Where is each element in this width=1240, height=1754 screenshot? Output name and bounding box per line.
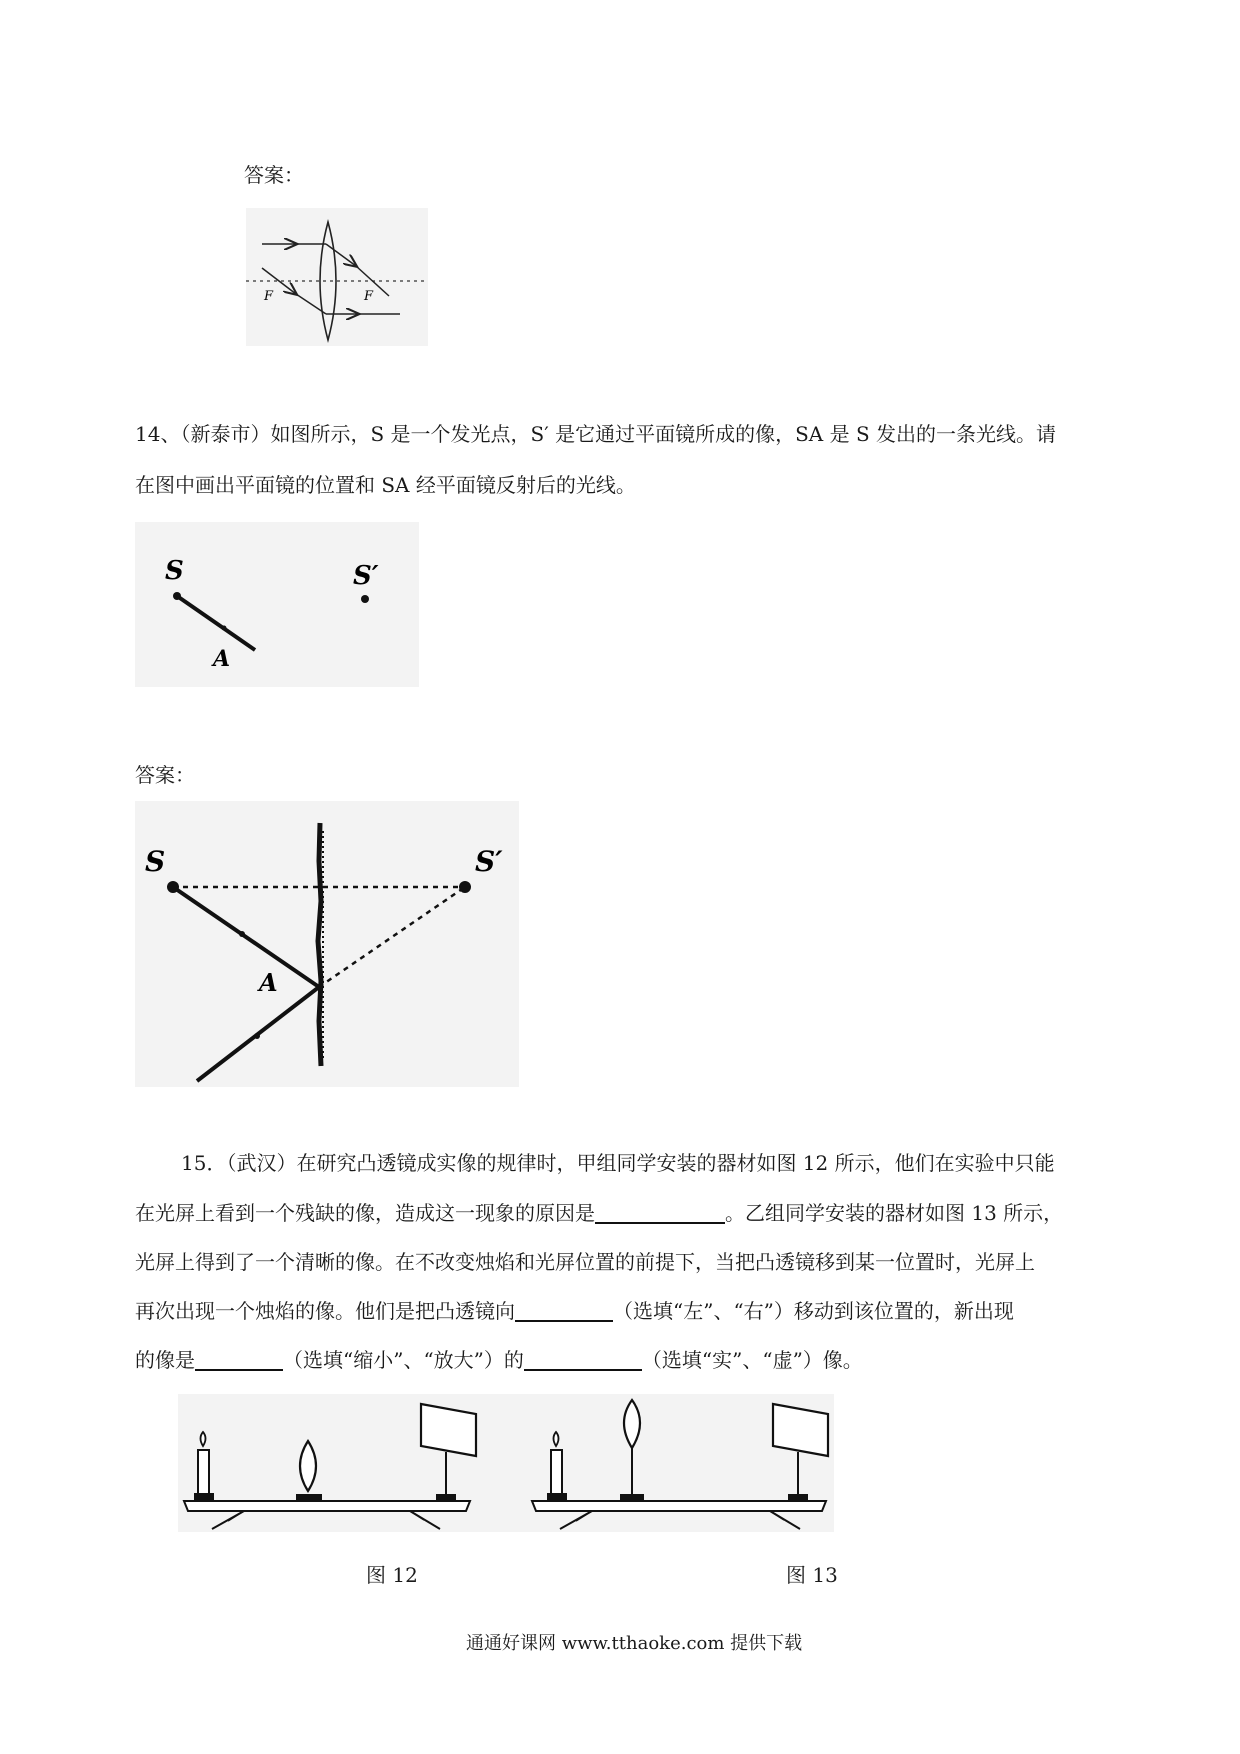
blank-direction[interactable] [515, 1300, 613, 1322]
focal-point-right: F [364, 289, 374, 304]
figure-12-caption: 图 12 [366, 1563, 418, 1587]
q15-line-1: 15．（武汉）在研究凸透镜成实像的规律时，甲组同学安装的器材如图 12 所示，他们在实验中只能 [181, 1151, 1055, 1175]
figure-13-bench [532, 1400, 828, 1529]
dashed-extension [319, 887, 465, 987]
answer-label-a: A [259, 968, 278, 997]
label-a: A [213, 646, 231, 672]
page-footer: 通通好课网 www.tthaoke.com 提供下载 [466, 1633, 803, 1654]
ray-sa [177, 596, 255, 650]
q14-answer-figure [135, 801, 519, 1087]
q15-line-5: 的像是 （选填“缩小”、“放大”）的 （选填“实”、“虚”）像。 [135, 1348, 863, 1372]
label-s-prime: S′ [353, 561, 379, 591]
q13-lens-figure [246, 208, 428, 346]
blank-real-virtual[interactable] [524, 1349, 642, 1371]
q15-line-4: 再次出现一个烛焰的像。他们是把凸透镜向 （选填“左”、“右”）移动到该位置的，新出现 [135, 1299, 1014, 1323]
blank-size[interactable] [195, 1349, 283, 1371]
q14-text-line-2: 在图中画出平面镜的位置和 SA 经平面镜反射后的光线。 [135, 473, 636, 497]
q13-answer-label: 答案： [244, 163, 304, 187]
figure-12-bench [184, 1404, 476, 1529]
convex-lens [320, 222, 336, 340]
focal-point-left: F [264, 289, 274, 304]
answer-label-s: S [145, 845, 166, 878]
plane-mirror [318, 823, 321, 1066]
figure-13-caption: 图 13 [786, 1563, 838, 1587]
q14-text-line-1: 14、（新泰市）如图所示，S 是一个发光点，S′ 是它通过平面镜所成的像，SA 是 S 发出的一条光线。请 [135, 422, 1057, 446]
blank-reason[interactable] [595, 1202, 725, 1224]
q14-answer-label: 答案： [135, 763, 195, 787]
q14-question-figure [135, 522, 419, 687]
label-s: S [165, 556, 184, 586]
q15-optical-bench-figures [178, 1394, 834, 1532]
q15-line-3: 光屏上得到了一个清晰的像。在不改变烛焰和光屏位置的前提下，当把凸透镜移到某一位置时，光屏上 [135, 1250, 1035, 1274]
incident-ray [173, 887, 319, 987]
q15-line-2: 在光屏上看到一个残缺的像，造成这一现象的原因是 。乙组同学安装的器材如图 13 所示， [135, 1201, 1064, 1225]
answer-label-s-prime: S′ [475, 845, 503, 878]
